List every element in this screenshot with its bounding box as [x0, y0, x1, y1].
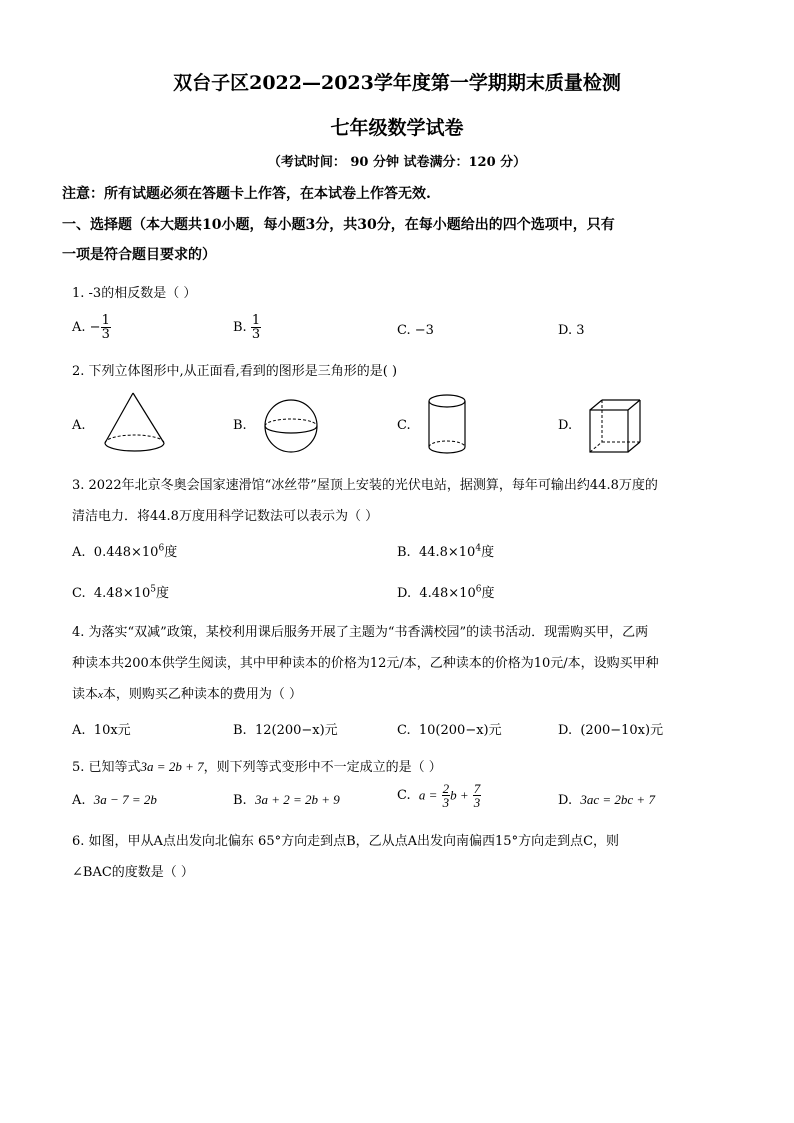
question-2-option-a-label: A.: [72, 418, 86, 433]
option-text: 12(200−x)元: [254, 723, 338, 738]
question-2-stem: 2. 下列立体图形中,从正面看,看到的图形是三角形的是( ): [72, 364, 398, 379]
option-text: 10x元: [93, 723, 131, 738]
sci-base: 4.48×10: [93, 586, 151, 601]
question-5-option-c: [397, 782, 481, 809]
cylinder-icon: [425, 392, 475, 462]
option-label: B.: [233, 320, 247, 335]
option-label: A.: [72, 545, 86, 560]
option-label: B.: [233, 723, 247, 738]
option-text: 3: [576, 323, 585, 338]
sci-exponent: 4: [475, 543, 482, 554]
numerator: 1: [101, 313, 110, 328]
fraction: [473, 782, 482, 809]
numerator: 2: [442, 781, 450, 796]
option-label: D.: [558, 323, 573, 338]
question-5-option-b: [233, 792, 340, 808]
question-4-line2: 种读本共200本供学生阅读，其中甲种读本的价格为12元/本，乙种读本的价格为10元/本，设购买甲种: [72, 656, 659, 671]
option-label: C.: [72, 586, 86, 601]
option-text: b +: [450, 787, 469, 803]
equation: 3a = 2b + 7: [140, 759, 204, 774]
option-label: A.: [72, 793, 86, 808]
cone-icon: [100, 390, 170, 460]
option-label: C.: [397, 788, 411, 803]
numerator: 1: [251, 313, 261, 328]
question-3-line2: 清洁电力．将44.8万度用科学记数法可以表示为（ ）: [72, 509, 379, 524]
section-heading-line2: 一项是符合题目要求的）: [62, 247, 216, 263]
question-6-line1: 6. 如图，甲从A点出发向北偏东 65°方向走到点B，乙从点A出发向南偏西15°方向走到点C，则: [72, 834, 620, 849]
question-4-option-a: [72, 719, 131, 738]
option-sign: −: [89, 320, 101, 335]
option-label: D.: [558, 723, 573, 738]
sci-base: 0.448×10: [93, 545, 159, 560]
question-1-stem: 1. -3的相反数是（ ）: [72, 286, 197, 301]
option-label: C.: [397, 723, 411, 738]
question-4-option-d: [558, 719, 663, 738]
option-text: 3a + 2 = 2b + 9: [254, 792, 340, 807]
option-label: A.: [72, 723, 86, 738]
notice: 注意：所有试题必须在答题卡上作答，在本试卷上作答无效.: [62, 186, 431, 202]
question-6-line2: ∠BAC的度数是（ ）: [72, 865, 194, 880]
denominator: 3: [442, 795, 450, 810]
option-label: A.: [72, 320, 86, 335]
option-text: 3a − 7 = 2b: [93, 792, 157, 807]
question-4-line1: 4. 为落实“双减”政策，某校利用课后服务开展了主题为“书香满校园”的读书活动．现需购买甲，乙两: [72, 625, 649, 640]
sci-exponent: 5: [150, 584, 157, 595]
exam-title: 双台子区2022—2023学年度第一学期期末质量检测: [173, 72, 621, 94]
question-2-option-b-label: B.: [233, 418, 247, 433]
numerator: 7: [473, 781, 481, 796]
option-label: C.: [397, 323, 411, 338]
denominator: 3: [251, 327, 261, 342]
option-label: B.: [233, 793, 247, 808]
exam-subtitle: 七年级数学试卷: [330, 117, 464, 139]
sci-base: 44.8×10: [418, 545, 476, 560]
option-text: −3: [414, 323, 434, 338]
sphere-icon: [262, 397, 322, 457]
variable: x: [98, 689, 103, 701]
fraction: [251, 314, 261, 341]
sci-exponent: 6: [158, 543, 165, 554]
text: ，则下列等式变形中不一定成立的是（ ）: [203, 760, 442, 775]
option-label: D.: [397, 586, 412, 601]
question-3-option-c: [72, 582, 169, 601]
question-1-option-a: [72, 314, 111, 341]
question-2-option-d-label: D.: [558, 418, 573, 433]
text: 5. 已知等式: [72, 760, 141, 775]
option-label: D.: [558, 793, 573, 808]
fraction: [101, 314, 111, 341]
question-3-option-a: [72, 541, 177, 560]
question-3-option-d: [397, 582, 495, 601]
unit: 度: [481, 545, 495, 560]
exam-info: （考试时间： 90 分钟 试卷满分：120 分）: [267, 155, 527, 170]
option-text: 3ac = 2bc + 7: [580, 792, 655, 807]
question-5-option-a: [72, 792, 157, 808]
fraction: [442, 782, 451, 809]
question-3-line1: 3. 2022年北京冬奥会国家速滑馆“冰丝带”屋顶上安装的光伏电站，据测算，每年可输出约44.8万度的: [72, 478, 658, 493]
denominator: 3: [473, 795, 481, 810]
unit: 度: [156, 586, 170, 601]
question-2-option-c-label: C.: [397, 418, 411, 433]
question-4-option-c: [397, 719, 502, 738]
option-label: B.: [397, 545, 411, 560]
sci-exponent: 6: [475, 584, 482, 595]
question-3-option-b: [397, 541, 494, 560]
text: 本，则购买乙种读本的费用为（ ）: [102, 687, 303, 702]
question-1-option-d: [558, 323, 585, 338]
question-1-option-b: [233, 314, 261, 341]
question-4-option-b: [233, 719, 338, 738]
question-5-option-d: [558, 792, 655, 808]
option-text: 10(200−x)元: [418, 723, 502, 738]
text: 读本: [72, 687, 99, 702]
question-1-option-c: [397, 323, 434, 338]
option-text: a =: [418, 787, 438, 803]
unit: 度: [164, 545, 178, 560]
section-heading-line1: 一、选择题（本大题共10小题，每小题3分，共30分，在每小题给出的四个选项中，只有: [62, 217, 615, 233]
denominator: 3: [101, 327, 110, 342]
cube-icon: [588, 398, 648, 458]
unit: 度: [481, 586, 495, 601]
question-4-line3: [72, 683, 302, 702]
sci-base: 4.48×10: [419, 586, 476, 601]
option-text: (200−10x)元: [580, 723, 664, 738]
question-5-stem: [72, 756, 442, 775]
